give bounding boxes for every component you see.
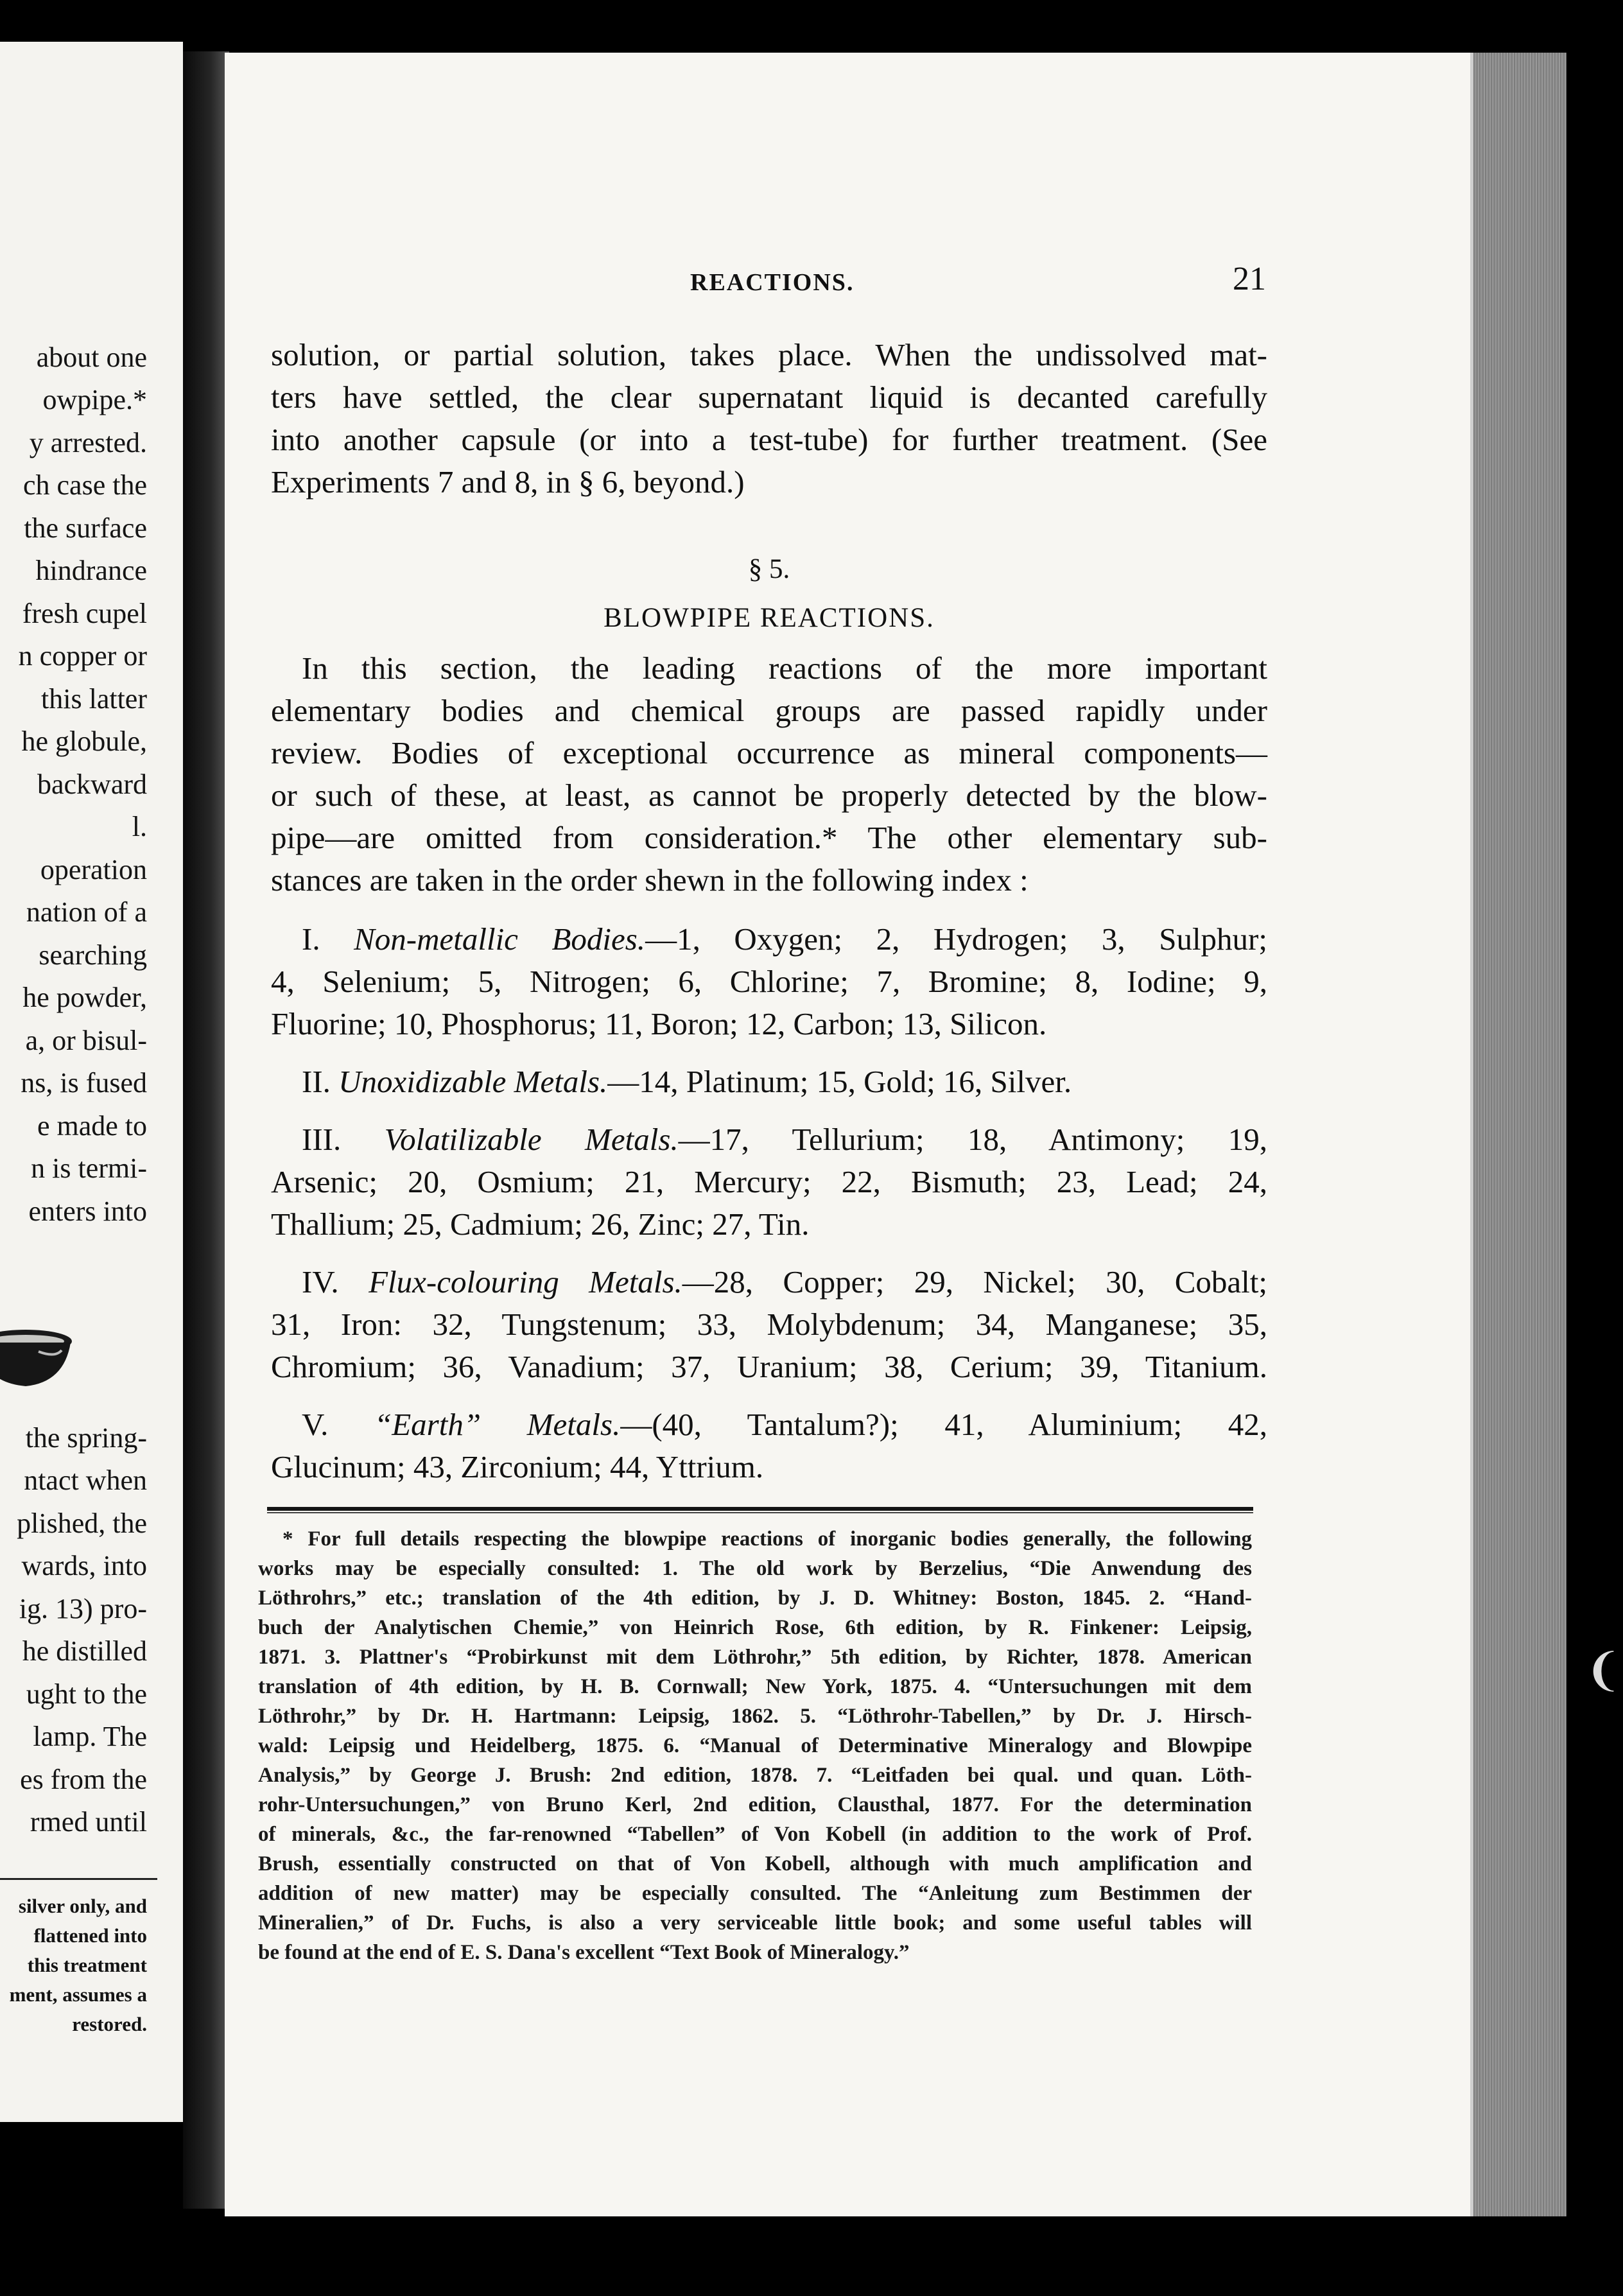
footnote-line: rohr-Untersuchungen,” von Bruno Kerl, 2nd edition, Clausthal, 1877. For the determination — [258, 1793, 1252, 1816]
left-page-line: enters into — [28, 1196, 147, 1227]
left-page-line: ig. 13) pro- — [19, 1593, 147, 1624]
group-entry-unoxidizable — [302, 1061, 1267, 1103]
footnote-line: Löthrohr,” by Dr. H. Hartmann: Leipsig, 1862. 5. “Löthrohr-Tabellen,” by Dr. J. Hirsch- — [258, 1705, 1252, 1728]
group-line: Arsenic; 20, Osmium; 21, Mercury; 22, Bismuth; 23, Lead; 24, — [271, 1164, 1267, 1199]
group-entry-volatilizable — [302, 1118, 1267, 1161]
left-page-line: l. — [132, 811, 147, 842]
group-line: Fluorine; 10, Phosphorus; 11, Boron; 12, Carbon; 13, Silicon. — [271, 1006, 1047, 1041]
left-footnote-line: restored. — [72, 2013, 147, 2035]
left-page-line: nation of a — [26, 896, 147, 928]
left-page-line: the spring- — [25, 1422, 147, 1454]
group-title: Flux-colouring Metals. — [369, 1264, 682, 1300]
left-page-line: backward — [37, 769, 147, 800]
group-title: Non-metallic Bodies. — [354, 921, 646, 957]
right-margin-background — [1567, 0, 1623, 2296]
group-text: —(40, Tantalum?); 41, Aluminium; 42, — [620, 1407, 1268, 1442]
paragraph-line: or such of these, at least, as cannot be properly detected by the blow- — [271, 778, 1267, 813]
group-numeral: V. — [302, 1407, 329, 1442]
left-footnote-line: silver only, and — [18, 1895, 147, 1917]
group-line: Glucinum; 43, Zirconium; 44, Yttrium. — [271, 1449, 764, 1484]
left-page-line: y arrested. — [29, 427, 147, 458]
footnote-line: Löthrohrs,” etc.; translation of the 4th edition, by J. D. Whitney: Boston, 1845. 2. “Hand- — [258, 1587, 1252, 1610]
footnote-line: Mineralien,” of Dr. Fuchs, is also a very serviceable little book; and some useful tables will — [258, 1911, 1252, 1935]
footnote-line: translation of 4th edition, by H. B. Cornwall; New York, 1875. 4. “Untersuchungen mit dem — [258, 1675, 1252, 1698]
footnote-line: of minerals, &c., the far-renowned “Tabellen” of Von Kobell (in addition to the work of Prof. — [258, 1823, 1252, 1846]
footnote-rule-thin — [267, 1512, 1253, 1513]
group-title: Volatilizable Metals. — [384, 1122, 679, 1157]
left-page-line: he powder, — [22, 982, 147, 1013]
footnote-rule — [267, 1507, 1253, 1511]
left-footnote-line: flattened into — [33, 1924, 147, 1947]
group-line: Chromium; 36, Vanadium; 37, Uranium; 38, Cerium; 39, Titanium. — [271, 1349, 1267, 1384]
left-page-line: wards, into — [21, 1550, 147, 1581]
running-head: REACTIONS. — [690, 269, 855, 296]
left-facing-page — [0, 42, 183, 2122]
paragraph-line: elementary bodies and chemical groups are passed rapidly under — [271, 693, 1267, 728]
paragraph-line: In this section, the leading reactions of the more important — [302, 650, 1267, 686]
group-numeral: I. — [302, 921, 320, 957]
left-page-line: ch case the — [23, 469, 147, 501]
left-page-line: ught to the — [26, 1678, 147, 1710]
group-entry-non-metallic — [302, 918, 1267, 961]
footnote-line: be found at the end of E. S. Dana's excellent “Text Book of Mineralogy.” — [258, 1941, 910, 1964]
footnote-line: buch der Analytischen Chemie,” von Heinrich Rose, 6th edition, by R. Finkener: Leipsig, — [258, 1616, 1252, 1639]
footnote-line: * For full details respecting the blowpipe reactions of inorganic bodies generally, the following — [282, 1527, 1252, 1551]
left-page-line: this latter — [41, 683, 147, 715]
group-text: —17, Tellurium; 18, Antimony; 19, — [678, 1122, 1267, 1157]
left-page-line: operation — [40, 854, 147, 885]
group-numeral: IV. — [302, 1264, 339, 1300]
left-footnote-line: ment, assumes a — [9, 1983, 147, 2006]
paragraph-line: pipe—are omitted from consideration.* The other elementary sub- — [271, 820, 1267, 855]
footnote-line: Brush, essentially constructed on that of Von Kobell, although with much amplification and — [258, 1852, 1252, 1875]
group-entry-flux-colouring — [302, 1261, 1267, 1303]
footnote-line: Analysis,” by George J. Brush: 2nd edition, 1878. 7. “Leitfaden bei qual. und quan. Löth- — [258, 1764, 1252, 1787]
left-page-line: hindrance — [35, 555, 147, 586]
body-line: into another capsule (or into a test-tube) for further treatment. (See — [271, 422, 1267, 457]
left-page-line: n is termi- — [31, 1152, 147, 1184]
footnote-line: addition of new matter) may be especially consulted. The “Anleitung zum Bestimmen der — [258, 1882, 1252, 1905]
clip-mark-icon: ❨ — [1584, 1644, 1622, 1696]
page-number: 21 — [1233, 261, 1266, 297]
left-page-line: es from the — [20, 1764, 147, 1795]
footnote-line: wald: Leipsig und Heidelberg, 1875. 6. “Manual of Determinative Mineralogy and Blowpipe — [258, 1734, 1252, 1757]
left-page-line: ns, is fused — [21, 1067, 147, 1099]
footnote-line: 1871. 3. Plattner's “Probirkunst mit dem Löthrohr,” 5th edition, by Richter, 1878. American — [258, 1646, 1252, 1669]
body-line: solution, or partial solution, takes place. When the undissolved mat- — [271, 337, 1267, 372]
left-page-line: he distilled — [22, 1635, 147, 1667]
left-page-line: searching — [39, 939, 147, 971]
body-line: ters have settled, the clear supernatant liquid is decanted carefully — [271, 379, 1267, 415]
group-entry-earth-metals — [302, 1404, 1267, 1446]
footnote-line: works may be especially consulted: 1. The old work by Berzelius, “Die Anwendung des — [258, 1557, 1252, 1580]
group-text: —1, Oxygen; 2, Hydrogen; 3, Sulphur; — [645, 921, 1267, 957]
left-footnote-rule — [0, 1878, 157, 1880]
left-page-line: fresh cupel — [22, 598, 147, 629]
group-line: 4, Selenium; 5, Nitrogen; 6, Chlorine; 7, Bromine; 8, Iodine; 9, — [271, 964, 1267, 999]
group-title: Unoxidizable Metals. — [338, 1064, 608, 1099]
left-page-line: ntact when — [24, 1465, 147, 1496]
paragraph-line: review. Bodies of exceptional occurrence as mineral components— — [271, 735, 1267, 770]
book-gutter — [183, 51, 229, 2209]
group-line: 31, Iron: 32, Tungstenum; 33, Molybdenum; 34, Manganese; 35, — [271, 1307, 1267, 1342]
left-page-line: a, or bisul- — [25, 1025, 147, 1056]
group-title: “Earth” Metals. — [374, 1407, 621, 1442]
group-text: —14, Platinum; 15, Gold; 16, Silver. — [607, 1064, 1072, 1099]
left-footnote-line: this treatment — [27, 1954, 147, 1976]
group-line: Thallium; 25, Cadmium; 26, Zinc; 27, Tin. — [271, 1206, 810, 1242]
body-line: Experiments 7 and 8, in § 6, beyond.) — [271, 464, 745, 500]
group-numeral: II. — [302, 1064, 331, 1099]
left-page-line: about one — [36, 342, 147, 373]
left-page-line: owpipe.* — [42, 384, 147, 415]
group-numeral: III. — [302, 1122, 342, 1157]
left-page-line: e made to — [37, 1110, 147, 1142]
section-number: § 5. — [748, 554, 790, 584]
section-title: BLOWPIPE REACTIONS. — [603, 603, 935, 633]
left-page-line: the surface — [24, 512, 147, 544]
left-page-line: rmed until — [30, 1806, 147, 1838]
left-page-line: he globule, — [21, 726, 147, 757]
cupel-illustration-icon — [0, 1319, 72, 1396]
left-page-line: n copper or — [18, 640, 147, 672]
left-page-line: plished, the — [17, 1508, 147, 1539]
left-page-line: lamp. The — [33, 1721, 147, 1752]
page-edges-stack — [1473, 53, 1567, 2216]
paragraph-line: stances are taken in the order shewn in the following index : — [271, 862, 1028, 898]
group-text: —28, Copper; 29, Nickel; 30, Cobalt; — [682, 1264, 1268, 1300]
